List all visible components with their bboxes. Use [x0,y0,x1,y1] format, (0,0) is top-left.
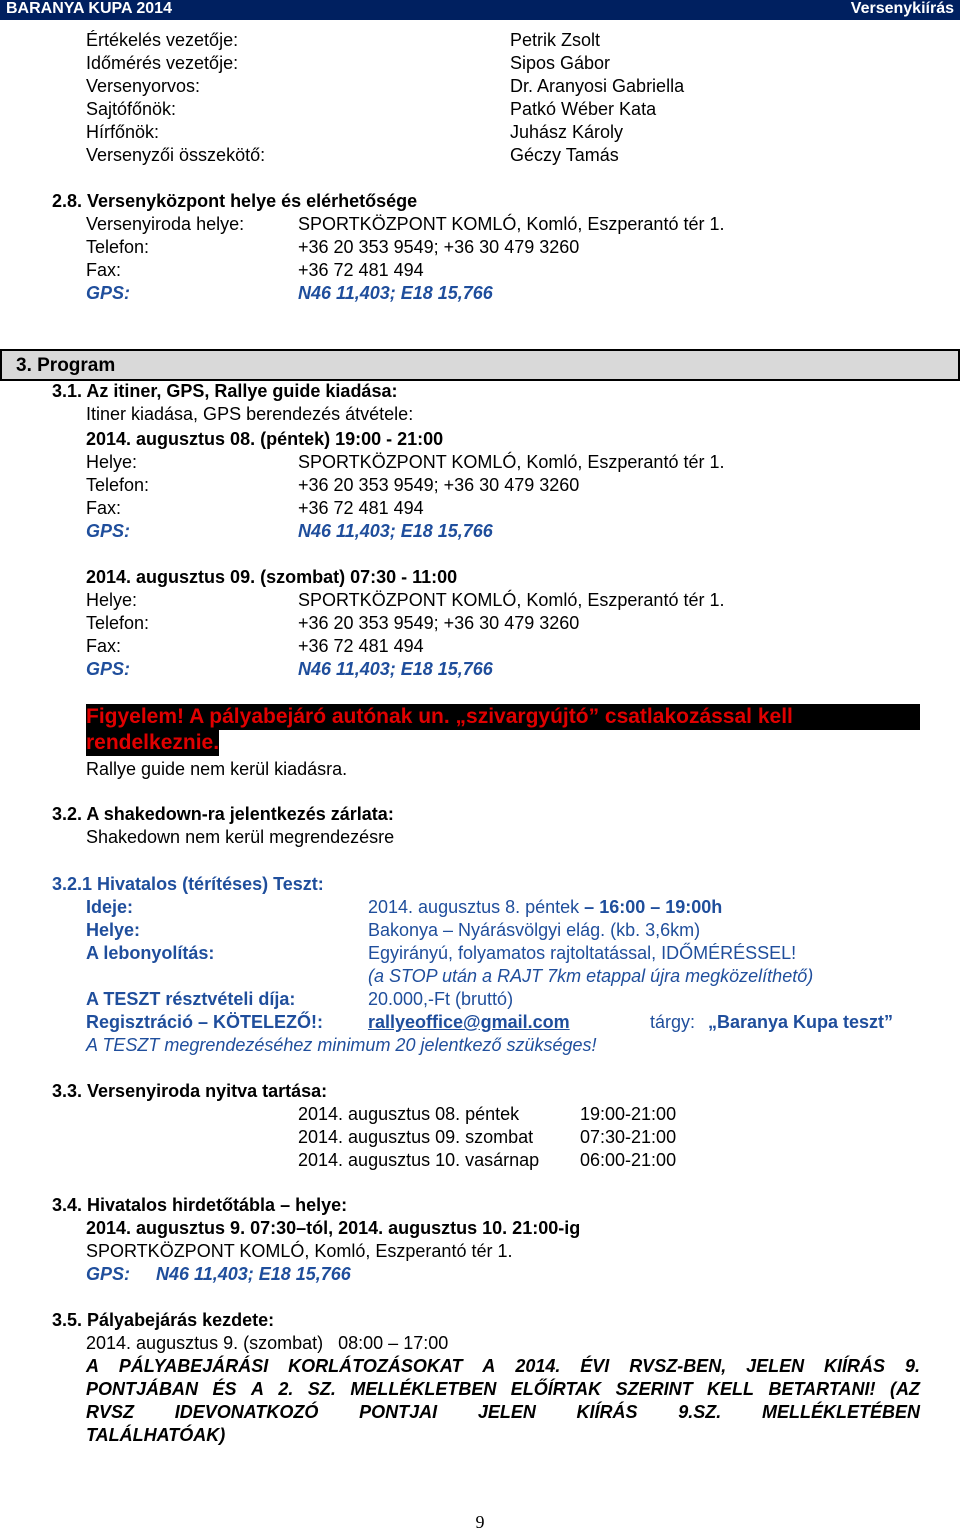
place-value: SPORTKÖZPONT KOMLÓ, Komló, Eszperantó tér 1. [298,590,725,610]
fax-label: Fax: [86,498,122,518]
office-hours-date: 2014. augusztus 10. vasárnap [298,1150,540,1170]
official-role: Versenyzői összekötő: [86,145,266,165]
recon-rule-line: PONTJÁBAN ÉS A 2. SZ. MELLÉKLETBEN ELŐÍRTAK SZERINT KELL BETARTANI! (AZ [86,1379,920,1399]
itiner-date-friday: 2014. augusztus 08. (péntek) 19:00 - 21:00 [86,429,444,449]
section-3-2-1-title: 3.2.1 Hivatalos (térítéses) Teszt: [52,874,324,894]
gps-label: GPS: [86,1264,131,1284]
section-3-heading-box [0,349,960,381]
gps-label: GPS: [86,521,131,541]
rallye-guide-note: Rallye guide nem kerül kiadásra. [86,759,348,779]
fax-value: +36 72 481 494 [298,498,424,518]
gps-value: N46 11,403; E18 15,766 [298,283,493,303]
official-name: Petrik Zsolt [510,30,601,50]
section-3-2-title: 3.2. A shakedown-ra jelentkezés zárlata: [52,804,394,824]
section-3-title: 3. Program [16,355,116,376]
place-label: Helye: [86,590,138,610]
header-title: BARANYA KUPA 2014 [6,0,172,17]
gps-label: GPS: [86,659,131,679]
test-date-label: Ideje: [86,897,134,917]
section-3-4-title: 3.4. Hivatalos hirdetőtábla – helye: [52,1195,348,1215]
fax-label: Fax: [86,260,122,280]
official-name: Dr. Aranyosi Gabriella [510,76,685,96]
test-fee-value: 20.000,-Ft (bruttó) [368,989,514,1009]
test-procedure-note: (a STOP után a RAJT 7km etappal újra megközelíthető) [368,966,814,986]
office-hours-time: 19:00-21:00 [580,1104,677,1124]
section-3-3-title: 3.3. Versenyiroda nyitva tartása: [52,1081,328,1101]
page-number: 9 [475,1512,485,1532]
gps-value: N46 11,403; E18 15,766 [298,659,493,679]
phone-value: +36 20 353 9549; +36 30 479 3260 [298,613,580,633]
phone-label: Telefon: [86,613,150,633]
phone-label: Telefon: [86,237,150,257]
notice-board-place: SPORTKÖZPONT KOMLÓ, Komló, Eszperantó tér 1. [86,1241,513,1261]
gps-value: N46 11,403; E18 15,766 [156,1264,351,1284]
page-header [0,0,960,20]
official-role: Időmérés vezetője: [86,53,239,73]
notice-board-date: 2014. augusztus 9. 07:30–tól, 2014. augusztus 10. 21:00-ig [86,1218,581,1238]
recon-date: 2014. augusztus 9. (szombat) 08:00 – 17:00 [86,1333,449,1353]
warning-line: Figyelem! A pályabejáró autónak un. „szivargyújtó” csatlakozással kell [86,705,793,728]
place-value: SPORTKÖZPONT KOMLÓ, Komló, Eszperantó tér 1. [298,452,725,472]
section-2-8-title: 2.8. Versenyközpont helye és elérhetősége [52,191,418,211]
official-name: Patkó Wéber Kata [510,99,657,119]
section-3-1-title: 3.1. Az itiner, GPS, Rallye guide kiadása: [52,381,398,401]
official-role: Sajtófőnök: [86,99,177,119]
test-date-value: 2014. augusztus 8. péntek – 16:00 – 19:00h [368,897,723,917]
shakedown-note: Shakedown nem kerül megrendezésre [86,827,395,847]
itiner-date-saturday: 2014. augusztus 09. (szombat) 07:30 - 11:00 [86,567,458,587]
official-name: Sipos Gábor [510,53,611,73]
office-hours-date: 2014. augusztus 08. péntek [298,1104,520,1124]
office-label: Versenyiroda helye: [86,214,245,234]
official-role: Hírfőnök: [86,122,160,142]
fax-label: Fax: [86,636,122,656]
header-doc-type: Versenykiírás [850,0,954,17]
recon-rules [86,1355,920,1447]
test-place-value: Bakonya – Nyárásvölgyi elág. (kb. 3,6km) [368,920,701,940]
recon-rule-line: A PÁLYABEJÁRÁSI KORLÁTOZÁSOKAT A 2014. ÉVI RVSZ-BEN, JELEN KIÍRÁS 9. [86,1356,920,1376]
place-label: Helye: [86,452,138,472]
warning-box [86,704,920,756]
registration-email-link[interactable]: rallyeoffice@gmail.com [368,1012,570,1032]
official-name: Juhász Károly [510,122,624,142]
recon-rule-line: TALÁLHATÓAK) [86,1425,226,1445]
warning-line: rendelkeznie. [86,731,220,754]
fax-value: +36 72 481 494 [298,636,424,656]
office-value: SPORTKÖZPONT KOMLÓ, Komló, Eszperantó tér 1. [298,214,725,234]
office-hours-date: 2014. augusztus 09. szombat [298,1127,534,1147]
test-minimum-note: A TESZT megrendezéséhez minimum 20 jelentkező szükséges! [86,1035,597,1055]
gps-value: N46 11,403; E18 15,766 [298,521,493,541]
fax-value: +36 72 481 494 [298,260,424,280]
test-fee-label: A TESZT résztvételi díja: [86,989,296,1009]
test-procedure-label: A lebonyolítás: [86,943,215,963]
registration-subject: „Baranya Kupa teszt” [708,1012,894,1032]
phone-value: +36 20 353 9549; +36 30 479 3260 [298,237,580,257]
section-3-5-title: 3.5. Pályabejárás kezdete: [52,1310,275,1330]
recon-rule-line: RVSZ IDEVONATKOZÓ PONTJAI JELEN KIÍRÁS 9.SZ. MELLÉKLETÉBEN [86,1402,920,1422]
gps-label: GPS: [86,283,131,303]
office-hours-time: 06:00-21:00 [580,1150,677,1170]
test-procedure-value: Egyirányú, folyamatos rajtoltatással, IDŐMÉRÉSSEL! [368,943,797,963]
registration-subject-label: tárgy: [650,1012,696,1032]
registration-label: Regisztráció – KÖTELEZŐ!: [86,1012,324,1032]
official-role: Értékelés vezetője: [86,30,239,50]
section-3-1-subtitle: Itiner kiadása, GPS berendezés átvétele: [86,404,414,424]
phone-label: Telefon: [86,475,150,495]
office-hours-time: 07:30-21:00 [580,1127,677,1147]
official-name: Géczy Tamás [510,145,619,165]
phone-value: +36 20 353 9549; +36 30 479 3260 [298,475,580,495]
test-place-label: Helye: [86,920,141,940]
official-role: Versenyorvos: [86,76,201,96]
